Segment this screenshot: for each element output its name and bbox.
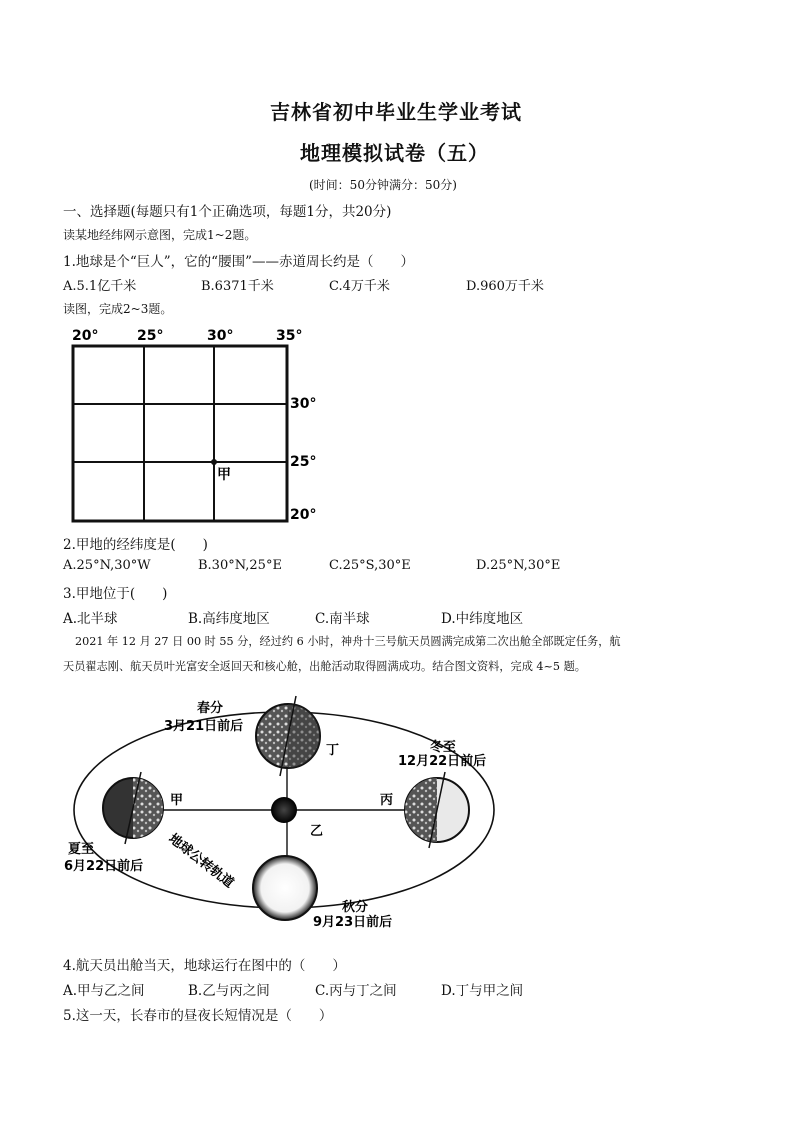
question-2-option-c: C.25°S,30°E: [329, 558, 411, 573]
lon-label-25: 25°: [137, 328, 164, 344]
earth-summer-icon: [103, 772, 163, 844]
autumn-date-label: 9月23日前后: [313, 915, 393, 930]
question-3-stem: 3.甲地位于( ): [63, 586, 168, 602]
question-1-option-b: B.6371千米: [201, 279, 274, 294]
question-3-option-a: A.北半球: [63, 611, 118, 627]
lon-label-30: 30°: [207, 328, 234, 344]
exam-subtitle: 地理模拟试卷（五）: [300, 141, 489, 165]
question-4-stem: 4.航天员出舱当天，地球运行在图中的（ ）: [63, 958, 346, 974]
question-2-stem: 2.甲地的经纬度是( ): [63, 537, 208, 553]
lat-label-25: 25°: [290, 454, 317, 470]
sun-icon: [271, 797, 297, 823]
lon-label-20: 20°: [72, 328, 99, 344]
question-1-option-c: C.4万千米: [329, 279, 390, 294]
section-heading: 一、选择题(每题只有1个正确选项，每题1分，共20分): [63, 204, 392, 220]
exam-title: 吉林省初中毕业生学业考试: [270, 100, 522, 124]
earth-winter-icon: [405, 772, 469, 848]
autumn-label: 秋分: [342, 900, 369, 915]
question-4-option-a: A.甲与乙之间: [63, 983, 145, 999]
lon-label-35: 35°: [276, 328, 303, 344]
question-2-option-a: A.25°N,30°W: [63, 558, 151, 573]
question-1-option-d: D.960万千米: [466, 279, 544, 294]
question-2-option-d: D.25°N,30°E: [476, 558, 561, 573]
summer-date-label: 6月22日前后: [64, 859, 144, 874]
winter-date-label: 12月22日前后: [398, 754, 487, 769]
position-bing-label: 丙: [380, 793, 394, 808]
passage-line-1: 2021 年 12 月 27 日 00 时 55 分，经过约 6 小时，神舟十三号航天员圆满完成第二次出舱全部既定任务，航: [75, 635, 621, 648]
orbit-label: 地球公转轨道: [165, 831, 237, 892]
question-3-option-b: B.高纬度地区: [188, 611, 270, 627]
intro-2: 读图，完成2~3题。: [63, 302, 173, 316]
question-3-option-d: D.中纬度地区: [441, 611, 524, 627]
position-ding-label: 丁: [326, 743, 340, 758]
question-4-option-d: D.丁与甲之间: [441, 983, 524, 999]
question-2-option-b: B.30°N,25°E: [198, 558, 282, 573]
position-yi-label: 乙: [310, 824, 324, 839]
lat-label-30: 30°: [290, 396, 317, 412]
graticule-map: [62, 322, 322, 527]
earth-spring-icon: [256, 696, 320, 776]
lat-label-20: 20°: [290, 507, 317, 523]
intro-1: 读某地经纬网示意图，完成1~2题。: [63, 228, 257, 242]
spring-label: 春分: [197, 701, 224, 716]
question-4-option-b: B.乙与丙之间: [188, 983, 270, 999]
earth-autumn-icon: [253, 856, 317, 920]
point-jia-label: 甲: [217, 467, 231, 483]
earth-orbit-diagram: [60, 690, 520, 940]
time-info: (时间：50分钟满分：50分): [309, 178, 457, 192]
question-5-stem: 5.这一天，长春市的昼夜长短情况是（ ）: [63, 1008, 333, 1024]
point-jia-marker: [211, 459, 217, 465]
summer-label: 夏至: [68, 842, 95, 857]
spring-date-label: 3月21日前后: [164, 719, 244, 734]
passage-line-2: 天员翟志刚、航天员叶光富安全返回天和核心舱，出舱活动取得圆满成功。结合图文资料，完成 4~5 题。: [63, 660, 586, 673]
position-jia-label: 甲: [170, 793, 184, 808]
question-1-option-a: A.5.1亿千米: [63, 279, 137, 294]
question-1-stem: 1.地球是个“巨人”，它的“腰围”——赤道周长约是（ ）: [63, 254, 414, 270]
winter-label: 冬至: [430, 740, 457, 755]
question-4-option-c: C.丙与丁之间: [315, 983, 397, 999]
question-3-option-c: C.南半球: [315, 611, 370, 627]
